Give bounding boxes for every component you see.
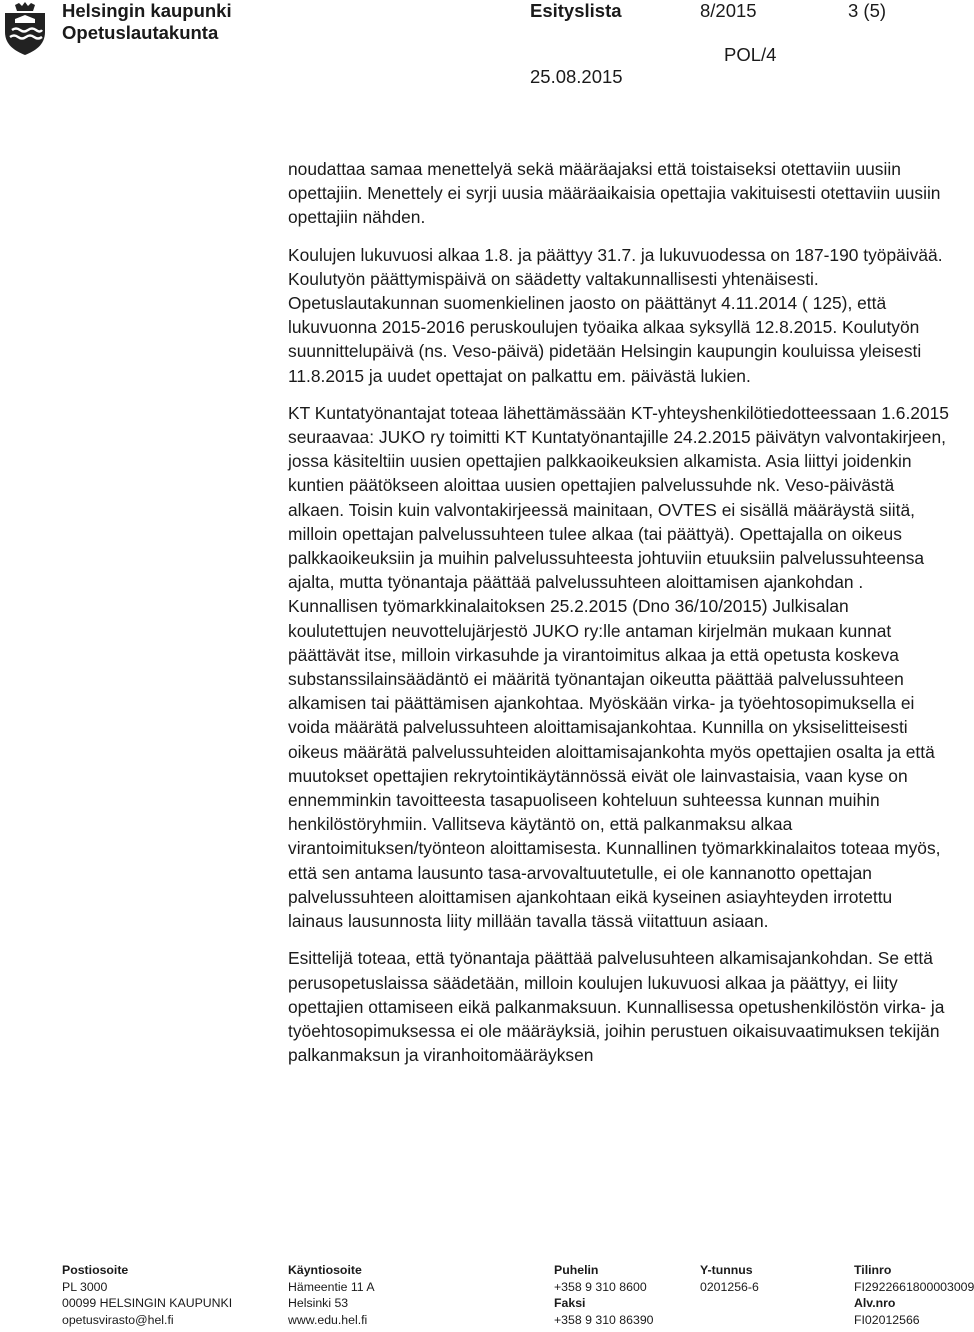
organization-name: Helsingin kaupunki bbox=[62, 0, 232, 21]
footer-line: +358 9 310 86390 bbox=[554, 1312, 654, 1327]
document-body bbox=[288, 157, 952, 1067]
footer-heading: Alv.nro bbox=[854, 1296, 896, 1310]
footer-line: Helsinki 53 bbox=[288, 1296, 349, 1310]
footer-line: +358 9 310 8600 bbox=[554, 1279, 647, 1294]
footer-line: PL 3000 bbox=[62, 1279, 108, 1294]
footer-account bbox=[854, 1262, 974, 1328]
footer-line: 00099 HELSINGIN KAUPUNKI bbox=[62, 1296, 233, 1310]
footer-line: FI02012566 bbox=[854, 1312, 920, 1327]
meeting-number: 8/2015 bbox=[700, 0, 757, 21]
page-number: 3 (5) bbox=[848, 0, 887, 21]
footer-phone bbox=[554, 1262, 654, 1328]
paragraph: Esittelijä toteaa, että työnantaja päättää palvelusuhteen alkamisajankohdan. Se että perusopetuslaissa säädetään, milloin koulujen lukuvuosi alkaa ja päättyy, ei liity opettajien ottamiseen eikä palkanmaksuun. Kunnallisessa opetushenkilöstön virka- ja työehtosopimuksessa ei ole määräyksiä, joihin perustuen oikaisuvaatimuksen tekijän palkanmaksun ja viranhoitomääräyksen bbox=[288, 948, 945, 1066]
footer-heading: Tilinro bbox=[854, 1263, 892, 1277]
board-name: Opetuslautakunta bbox=[62, 22, 219, 43]
footer-email: opetusvirasto@hel.fi bbox=[62, 1312, 174, 1327]
footer-business-id bbox=[700, 1262, 759, 1295]
footer-heading: Puhelin bbox=[554, 1263, 599, 1277]
document-type: Esityslista bbox=[530, 0, 622, 21]
footer-heading: Postiosoite bbox=[62, 1263, 129, 1277]
paragraph: KT Kuntatyönantajat toteaa lähettämässään KT-yhteyshenkilötiedotteessaan 1.6.2015 seuraavaa: JUKO ry toimitti KT Kuntatyönantajille 24.2.2015 päivätyn valvontakirjeen, jossa käsiteltiin uusien opettajien palkkaoikeuksien alkamista. Asia liittyi joidenkin kuntien päätökseen aloittaa uusien opettajien palvelussuhde nk. Veso-päivästä alkaen. Toisin kuin valvontakirjeessä mainitaan, OVTES ei sisällä määräystä siitä, milloin opettajan palvelussuhteen tulee alkaa (tai päättyä). Opettajalla on oikeus palkkaoikeuksiin ja muihin palvelussuhteesta johtuviin etuuksiin palvelussuhteensa ajalta, mutta työnantaja päättää palvelussuhteen aloittamisen ajankohdan . Kunnallisen työmarkkinalaitoksen 25.2.2015 (Dno 36/10/2015) Julkisalan koulutettujen neuvottelujärjestö JUKO ry:lle antaman kirjelmän mukaan kunnat päättävät itse, milloin virkasuhde ja virantoimitus alkaa ja että opetusta koskeva substanssilainsäädäntö ei määritä työnantajan oikeutta päättää palvelussuhteen alkamisen tai päättämisen ajankohtaa. Myöskään virka- ja työehtosopimuksella ei voida määrätä palvelussuhteen aloittamisajankohtaa. Kunnilla on yksiselitteisesti oikeus määrätä palvelussuhteiden aloittamisajankohta myös opettajien osalta ja että muutokset opettajien rekrytointikäytännössä eivät ole lainvastaisia, vaan kyse on ennemminkin tavoitteesta tasapuoliseen kohteluun suhteessa kunnan muihin henkilöstöryhmiin. Vallitseva käytäntö on, että palkanmaksu alkaa virantoimituksen/työnteon aloittamisesta. Kunnallinen työmarkkinalaitos toteaa myös, että sen antama lausunto tasa-arvovaltuutetulle, ei ole kannanotto opettajan palvelussuhteen aloittamisen ajankohtaan eikä kyseinen asiayhteyden irrotettu lainaus lausunnosta liity millään tavalla tässä viitattuun asiaan. bbox=[288, 402, 949, 932]
meeting-date: 25.08.2015 bbox=[530, 66, 623, 87]
paragraph: noudattaa samaa menettelyä sekä määräajaksi että toistaiseksi otettaviin uusiin opettajiin. Menettely ei syrji uusia määräaikaisia opettajia vakituisesti otettaviin uusiin opettajiin nähden. bbox=[288, 159, 941, 228]
footer-line: 0201256-6 bbox=[700, 1279, 759, 1294]
section-code: POL/4 bbox=[724, 44, 777, 65]
footer-heading: Faksi bbox=[554, 1296, 586, 1310]
helsinki-crest-icon bbox=[2, 2, 48, 56]
footer-line: Hämeentie 11 A bbox=[288, 1279, 375, 1294]
footer-visiting-address bbox=[288, 1262, 375, 1328]
footer-line: FI2922661800003009 bbox=[854, 1279, 974, 1294]
footer-heading: Y-tunnus bbox=[700, 1263, 753, 1277]
footer-heading: Käyntiosoite bbox=[288, 1263, 362, 1277]
paragraph: Koulujen lukuvuosi alkaa 1.8. ja päättyy 31.7. ja lukuvuodessa on 187-190 työpäivää. Koulutyön päättymispäivä on säädetty valtakunnallisesti yhtenäisesti. Opetuslautakunnan suomenkielinen jaosto on päättänyt 4.11.2014 ( 125), että lukuvuonna 2015-2016 peruskoulujen työaika alkaa syksyllä 12.8.2015. Koulutyön suunnittelupäivä (ns. Veso-päivä) pidetään Helsingin kaupungin kouluissa yleisesti 11.8.2015 ja uudet opettajat on palkattu em. päivästä lukien. bbox=[288, 244, 943, 386]
footer-postal-address bbox=[62, 1262, 232, 1328]
footer-website: www.edu.hel.fi bbox=[288, 1312, 368, 1327]
